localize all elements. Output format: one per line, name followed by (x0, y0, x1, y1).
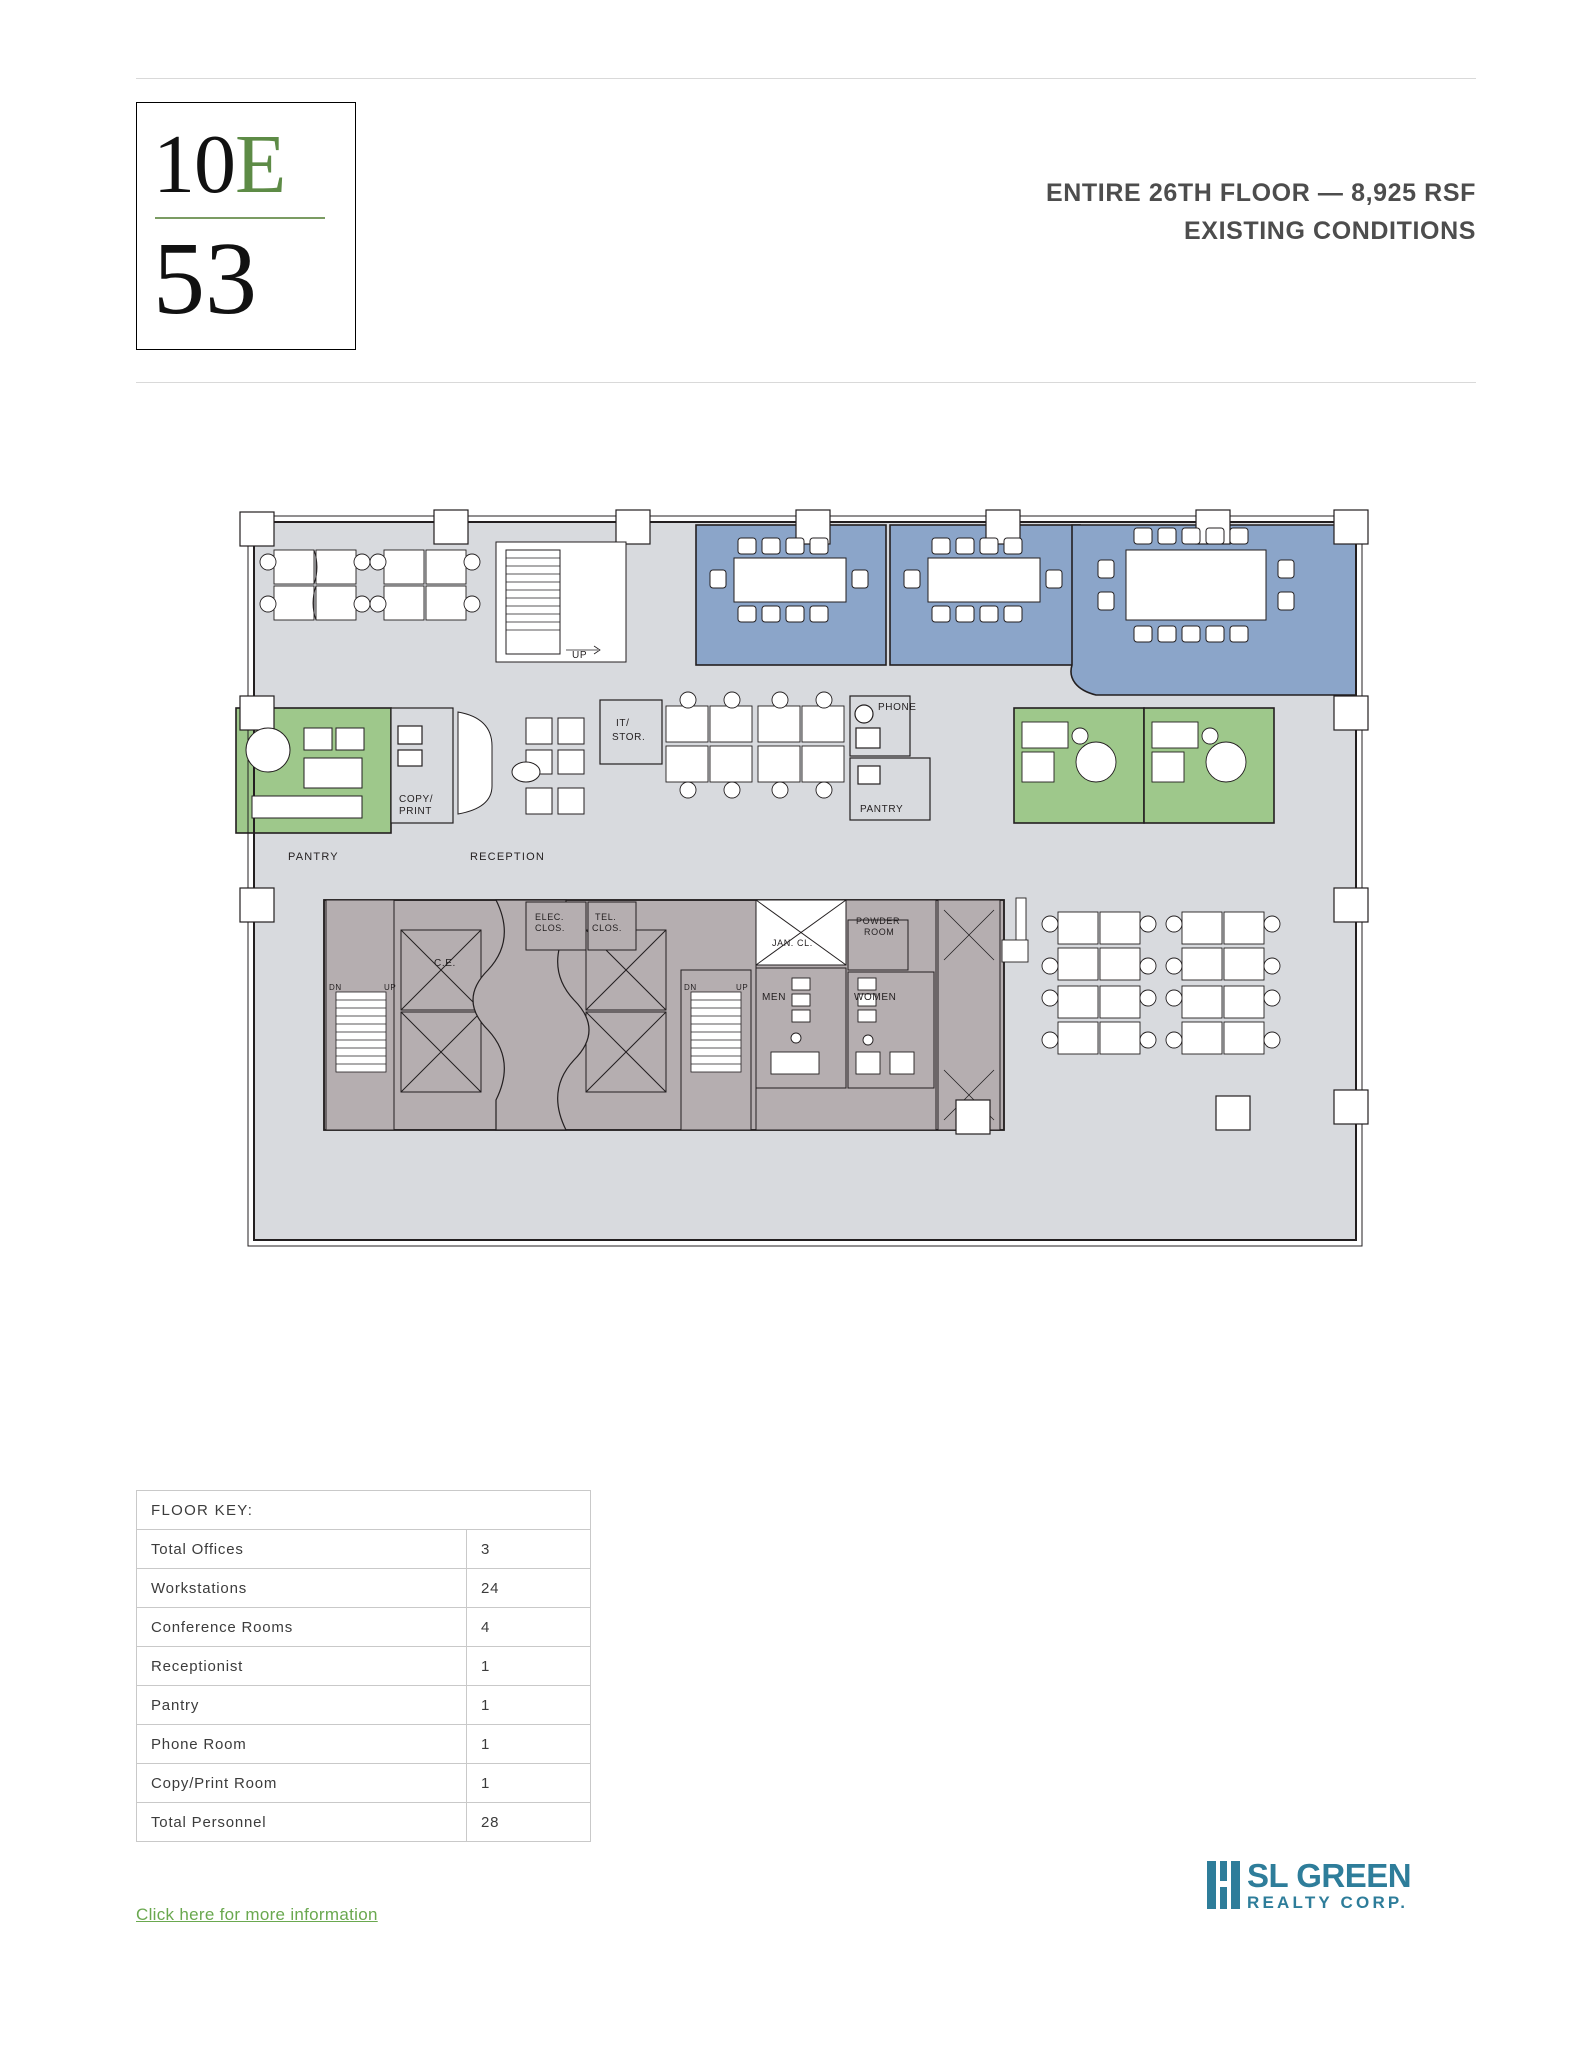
floor-key-title: FLOOR KEY: (137, 1491, 591, 1530)
table-row (137, 1686, 591, 1725)
logo-line-1 (153, 119, 341, 211)
label-ce: C.E. (434, 958, 456, 969)
label-copy-print-1: COPY/ (399, 794, 434, 805)
label-elec-clos-1: ELEC. (535, 912, 565, 922)
key-label-copy-print-room: Copy/Print Room (137, 1764, 467, 1803)
label-pantry-right: PANTRY (860, 804, 904, 815)
label-dn-core-mid: DN (684, 983, 697, 992)
floor-plan (196, 500, 1406, 1280)
key-label-workstations: Workstations (137, 1569, 467, 1608)
logo-divider (155, 217, 325, 219)
label-jan-cl: JAN. CL. (772, 938, 813, 948)
key-value-copy-print-room: 1 (467, 1764, 591, 1803)
key-label-total-offices: Total Offices (137, 1530, 467, 1569)
key-value-phone-room: 1 (467, 1725, 591, 1764)
key-value-total-personnel: 28 (467, 1803, 591, 1842)
key-value-conference-rooms: 4 (467, 1608, 591, 1647)
label-reception: RECEPTION (470, 851, 545, 863)
label-tel-clos-1: TEL. (595, 912, 617, 922)
label-dn-core-left: DN (329, 983, 342, 992)
key-value-receptionist: 1 (467, 1647, 591, 1686)
table-row (137, 1530, 591, 1569)
label-it-stor-1: IT/ (616, 718, 630, 729)
key-value-pantry: 1 (467, 1686, 591, 1725)
label-women: WOMEN (854, 992, 897, 1003)
sl-green-mark-icon (1207, 1861, 1241, 1909)
table-row (137, 1803, 591, 1842)
table-row (137, 1764, 591, 1803)
label-powder-room-1: POWDER (856, 916, 901, 926)
floor-key-header-row (137, 1491, 591, 1530)
label-up-core-left: UP (384, 983, 397, 992)
key-value-total-offices: 3 (467, 1530, 591, 1569)
sl-green-name: SL GREEN (1247, 1857, 1412, 1894)
label-phone: PHONE (878, 702, 917, 713)
label-stair-up: UP (572, 650, 588, 661)
floor-subtitle: EXISTING CONDITIONS (1184, 217, 1476, 245)
label-it-stor-2: STOR. (612, 732, 646, 743)
header-top-divider (136, 78, 1476, 79)
sl-green-tagline: REALTY CORP. (1247, 1893, 1409, 1912)
label-men: MEN (762, 992, 787, 1003)
more-information-link[interactable]: Click here for more information (136, 1905, 378, 1924)
label-pantry-left: PANTRY (288, 851, 339, 863)
header-title-block (576, 174, 1476, 250)
tenant-stair (496, 542, 626, 662)
sl-green-logo (1207, 1855, 1447, 1925)
logo-line-2: 53 (153, 221, 257, 336)
label-powder-room-2: ROOM (864, 927, 895, 937)
page-header (136, 78, 1476, 378)
label-up-core-mid: UP (736, 983, 749, 992)
label-copy-print-2: PRINT (399, 806, 432, 817)
logo-number: 10 (153, 118, 235, 211)
building-logo (136, 102, 356, 350)
key-label-total-personnel: Total Personnel (137, 1803, 467, 1842)
label-elec-clos-2: CLOS. (535, 923, 566, 933)
floor-title: ENTIRE 26TH FLOOR — 8,925 RSF (1046, 179, 1476, 207)
floor-key-table (136, 1490, 591, 1842)
table-row (137, 1569, 591, 1608)
building-core (324, 900, 1004, 1130)
header-bottom-divider (136, 382, 1476, 383)
key-label-conference-rooms: Conference Rooms (137, 1608, 467, 1647)
table-row (137, 1608, 591, 1647)
key-label-phone-room: Phone Room (137, 1725, 467, 1764)
table-row (137, 1725, 591, 1764)
table-row (137, 1647, 591, 1686)
key-value-workstations: 24 (467, 1569, 591, 1608)
key-label-receptionist: Receptionist (137, 1647, 467, 1686)
key-label-pantry: Pantry (137, 1686, 467, 1725)
logo-letter-e: E (235, 118, 286, 211)
label-tel-clos-2: CLOS. (592, 923, 623, 933)
